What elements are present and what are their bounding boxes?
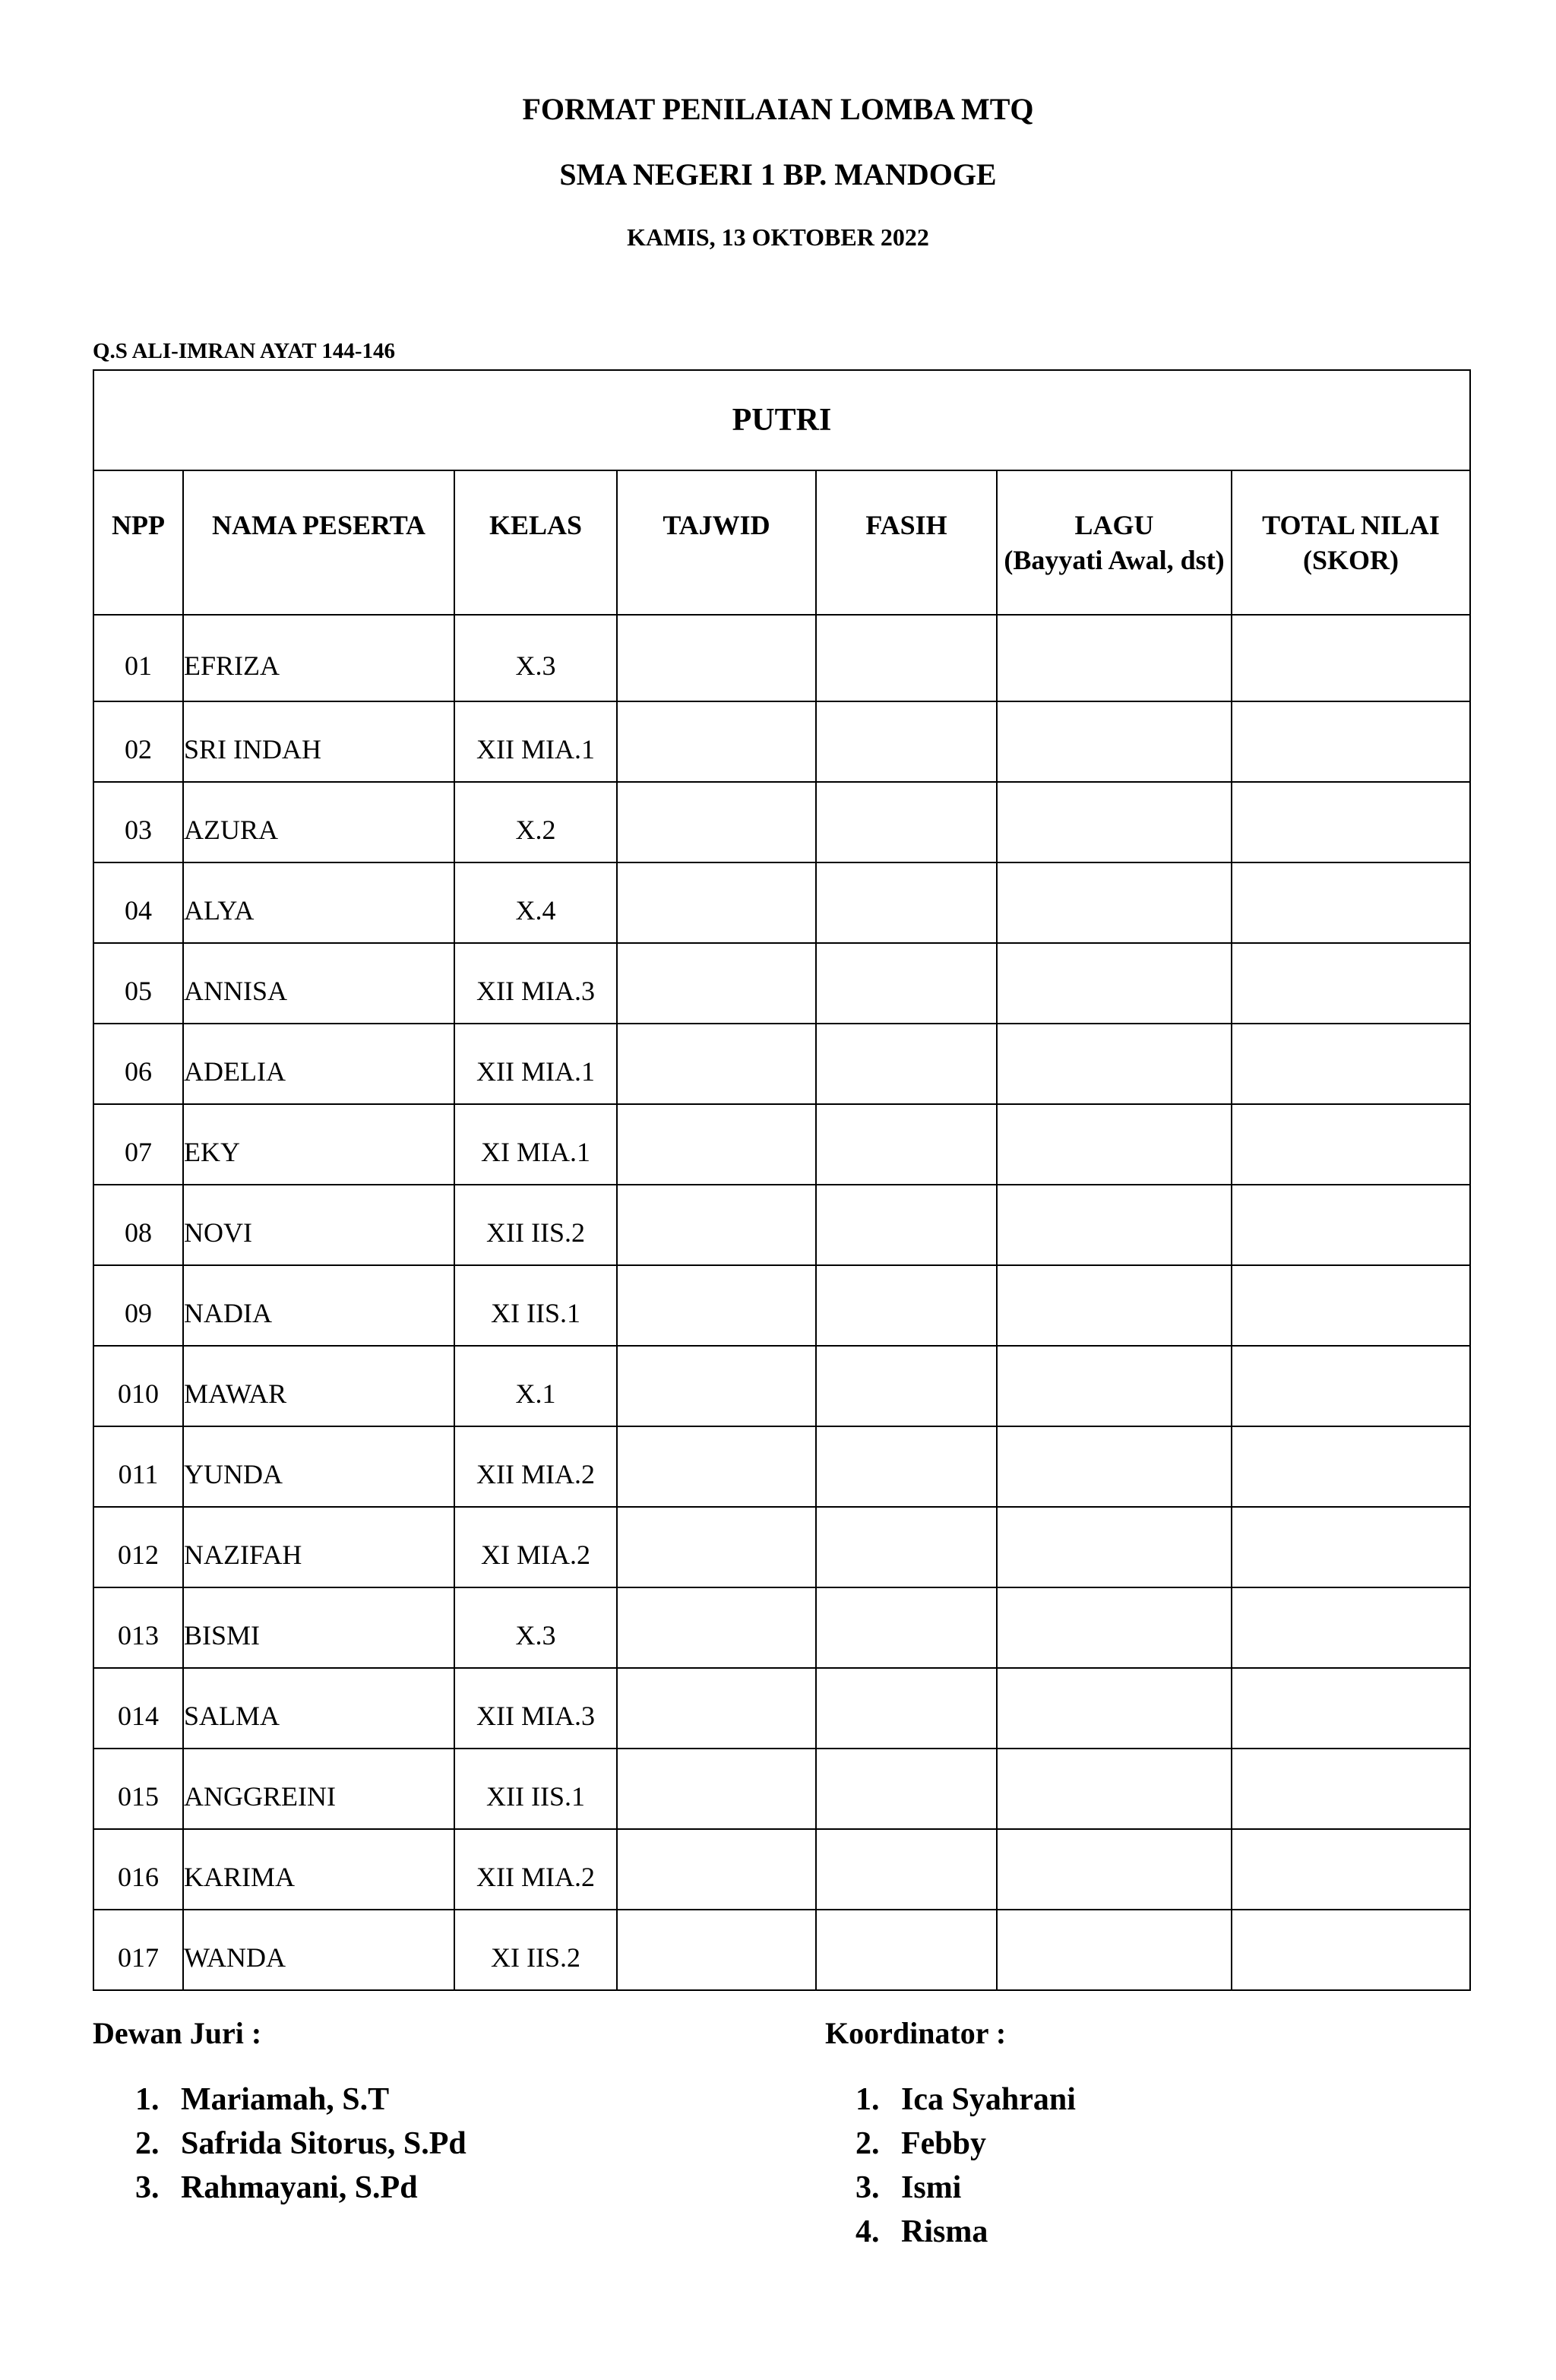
- cell-npp: 013: [93, 1587, 183, 1668]
- table-row: [93, 782, 1470, 862]
- cell-nama: YUNDA: [183, 1426, 454, 1507]
- cell-fasih: [816, 615, 997, 701]
- cell-total: [1232, 862, 1470, 943]
- cell-lagu: [997, 862, 1232, 943]
- cell-npp: 09: [93, 1265, 183, 1346]
- cell-nama: NOVI: [183, 1185, 454, 1265]
- cell-total: [1232, 615, 1470, 701]
- cell-npp: 05: [93, 943, 183, 1024]
- cell-fasih: [816, 1346, 997, 1426]
- table-row: [93, 943, 1470, 1024]
- cell-total: [1232, 1426, 1470, 1507]
- cell-fasih: [816, 862, 997, 943]
- column-header-lagu: [997, 470, 1232, 615]
- cell-fasih: [816, 1829, 997, 1910]
- score-table: [93, 369, 1471, 1991]
- event-date: KAMIS, 13 OKTOBER 2022: [627, 223, 929, 251]
- cell-kelas: XII MIA.2: [454, 1829, 617, 1910]
- cell-lagu: [997, 1507, 1232, 1587]
- cell-kelas: XII IIS.2: [454, 1185, 617, 1265]
- koordinator-member: [855, 2078, 1076, 2122]
- koordinator-heading: Koordinator :: [825, 2016, 1007, 2050]
- cell-fasih: [816, 1104, 997, 1185]
- koordinator-member: [855, 2166, 1076, 2210]
- table-row: [93, 701, 1470, 782]
- table-row: [93, 1426, 1470, 1507]
- cell-total: [1232, 1265, 1470, 1346]
- table-row: [93, 1104, 1470, 1185]
- cell-kelas: XI IIS.2: [454, 1910, 617, 1990]
- cell-npp: 016: [93, 1829, 183, 1910]
- koordinator-member: [855, 2122, 1076, 2166]
- cell-npp: 03: [93, 782, 183, 862]
- cell-npp: 012: [93, 1507, 183, 1587]
- cell-lagu: [997, 615, 1232, 701]
- cell-nama: EFRIZA: [183, 615, 454, 701]
- cell-nama: KARIMA: [183, 1829, 454, 1910]
- cell-kelas: XI MIA.1: [454, 1104, 617, 1185]
- cell-kelas: XII MIA.3: [454, 1668, 617, 1749]
- table-row: [93, 1024, 1470, 1104]
- cell-kelas: XI MIA.2: [454, 1507, 617, 1587]
- member-name: Rahmayani, S.Pd: [181, 2170, 418, 2205]
- cell-nama: ALYA: [183, 862, 454, 943]
- cell-lagu: [997, 1265, 1232, 1346]
- cell-fasih: [816, 1265, 997, 1346]
- cell-total: [1232, 1829, 1470, 1910]
- cell-tajwid: [617, 615, 816, 701]
- group-heading: PUTRI: [93, 370, 1470, 470]
- cell-nama: NAZIFAH: [183, 1507, 454, 1587]
- koordinator-member: [855, 2210, 1076, 2254]
- list-number: 1.: [135, 2082, 160, 2117]
- cell-kelas: XII MIA.1: [454, 1024, 617, 1104]
- cell-npp: 015: [93, 1749, 183, 1829]
- table-row: [93, 1829, 1470, 1910]
- juri-member: [135, 2122, 466, 2166]
- column-header-total: [1232, 470, 1470, 615]
- document-title: FORMAT PENILAIAN LOMBA MTQ: [522, 92, 1034, 126]
- column-header-npp: NPP: [93, 470, 183, 615]
- cell-tajwid: [617, 1346, 816, 1426]
- cell-lagu: [997, 1024, 1232, 1104]
- cell-fasih: [816, 1749, 997, 1829]
- cell-fasih: [816, 1024, 997, 1104]
- cell-kelas: X.1: [454, 1346, 617, 1426]
- cell-lagu: [997, 1587, 1232, 1668]
- cell-fasih: [816, 1668, 997, 1749]
- cell-lagu: [997, 1185, 1232, 1265]
- cell-tajwid: [617, 1104, 816, 1185]
- cell-kelas: XII IIS.1: [454, 1749, 617, 1829]
- cell-kelas: XII MIA.1: [454, 701, 617, 782]
- column-header-fasih: FASIH: [816, 470, 997, 615]
- column-header-tajwid: TAJWID: [617, 470, 816, 615]
- list-number: 4.: [855, 2214, 880, 2249]
- cell-total: [1232, 1910, 1470, 1990]
- koordinator-list: [855, 2078, 1076, 2254]
- lagu-label: LAGU: [1074, 510, 1154, 540]
- surah-label: Q.S ALI-IMRAN AYAT 144-146: [93, 339, 396, 363]
- cell-lagu: [997, 1910, 1232, 1990]
- cell-npp: 017: [93, 1910, 183, 1990]
- cell-total: [1232, 1507, 1470, 1587]
- cell-total: [1232, 1185, 1470, 1265]
- cell-nama: SRI INDAH: [183, 701, 454, 782]
- cell-lagu: [997, 1104, 1232, 1185]
- cell-lagu: [997, 1426, 1232, 1507]
- cell-fasih: [816, 1185, 997, 1265]
- column-header-nama: NAMA PESERTA: [183, 470, 454, 615]
- cell-tajwid: [617, 1829, 816, 1910]
- cell-tajwid: [617, 1265, 816, 1346]
- list-number: 2.: [135, 2126, 160, 2161]
- member-name: Mariamah, S.T: [181, 2082, 390, 2117]
- cell-npp: 02: [93, 701, 183, 782]
- cell-nama: BISMI: [183, 1587, 454, 1668]
- cell-tajwid: [617, 1587, 816, 1668]
- table-row: [93, 1185, 1470, 1265]
- cell-kelas: XII MIA.3: [454, 943, 617, 1024]
- cell-tajwid: [617, 1426, 816, 1507]
- cell-nama: ANNISA: [183, 943, 454, 1024]
- cell-tajwid: [617, 1024, 816, 1104]
- total-label: TOTAL NILAI: [1262, 510, 1440, 540]
- cell-nama: EKY: [183, 1104, 454, 1185]
- cell-total: [1232, 1668, 1470, 1749]
- cell-total: [1232, 943, 1470, 1024]
- juri-list: [135, 2078, 466, 2210]
- table-row: [93, 1910, 1470, 1990]
- cell-lagu: [997, 1749, 1232, 1829]
- cell-total: [1232, 1587, 1470, 1668]
- total-sublabel: (SKOR): [1303, 545, 1399, 575]
- table-row: [93, 862, 1470, 943]
- juri-member: [135, 2078, 466, 2122]
- cell-npp: 011: [93, 1426, 183, 1507]
- cell-kelas: XII MIA.2: [454, 1426, 617, 1507]
- juri-heading: Dewan Juri :: [93, 2016, 262, 2050]
- cell-fasih: [816, 701, 997, 782]
- cell-fasih: [816, 782, 997, 862]
- cell-npp: 04: [93, 862, 183, 943]
- cell-tajwid: [617, 1749, 816, 1829]
- school-name: SMA NEGERI 1 BP. MANDOGE: [559, 157, 997, 191]
- table-row: [93, 1507, 1470, 1587]
- cell-nama: MAWAR: [183, 1346, 454, 1426]
- cell-tajwid: [617, 1910, 816, 1990]
- cell-nama: NADIA: [183, 1265, 454, 1346]
- cell-kelas: X.3: [454, 615, 617, 701]
- cell-npp: 014: [93, 1668, 183, 1749]
- cell-npp: 07: [93, 1104, 183, 1185]
- cell-total: [1232, 782, 1470, 862]
- cell-lagu: [997, 943, 1232, 1024]
- table-row: [93, 615, 1470, 701]
- cell-tajwid: [617, 862, 816, 943]
- table-row: [93, 1265, 1470, 1346]
- member-name: Risma: [901, 2214, 988, 2249]
- table-row: [93, 1587, 1470, 1668]
- cell-total: [1232, 1346, 1470, 1426]
- cell-total: [1232, 1749, 1470, 1829]
- cell-tajwid: [617, 1668, 816, 1749]
- cell-total: [1232, 1104, 1470, 1185]
- column-header-kelas: KELAS: [454, 470, 617, 615]
- member-name: Ica Syahrani: [901, 2082, 1076, 2117]
- list-number: 1.: [855, 2082, 880, 2117]
- cell-tajwid: [617, 782, 816, 862]
- cell-npp: 08: [93, 1185, 183, 1265]
- cell-npp: 01: [93, 615, 183, 701]
- cell-tajwid: [617, 701, 816, 782]
- table-row: [93, 1668, 1470, 1749]
- participant-rows: [93, 615, 1470, 1990]
- cell-kelas: X.3: [454, 1587, 617, 1668]
- table-row: [93, 1749, 1470, 1829]
- cell-kelas: XI IIS.1: [454, 1265, 617, 1346]
- cell-lagu: [997, 1346, 1232, 1426]
- member-name: Febby: [901, 2126, 987, 2161]
- cell-nama: ADELIA: [183, 1024, 454, 1104]
- member-name: Safrida Sitorus, S.Pd: [181, 2126, 466, 2161]
- cell-total: [1232, 1024, 1470, 1104]
- cell-tajwid: [617, 943, 816, 1024]
- cell-fasih: [816, 1426, 997, 1507]
- cell-fasih: [816, 1910, 997, 1990]
- list-number: 3.: [855, 2170, 880, 2205]
- cell-fasih: [816, 1507, 997, 1587]
- cell-fasih: [816, 1587, 997, 1668]
- cell-lagu: [997, 701, 1232, 782]
- lagu-sublabel: (Bayyati Awal, dst): [1004, 545, 1225, 575]
- cell-npp: 06: [93, 1024, 183, 1104]
- cell-lagu: [997, 1668, 1232, 1749]
- cell-tajwid: [617, 1507, 816, 1587]
- cell-fasih: [816, 943, 997, 1024]
- juri-member: [135, 2166, 466, 2210]
- cell-lagu: [997, 782, 1232, 862]
- table-row: [93, 1346, 1470, 1426]
- cell-nama: SALMA: [183, 1668, 454, 1749]
- cell-nama: WANDA: [183, 1910, 454, 1990]
- list-number: 2.: [855, 2126, 880, 2161]
- cell-kelas: X.2: [454, 782, 617, 862]
- cell-kelas: X.4: [454, 862, 617, 943]
- cell-nama: ANGGREINI: [183, 1749, 454, 1829]
- cell-total: [1232, 701, 1470, 782]
- list-number: 3.: [135, 2170, 160, 2205]
- cell-tajwid: [617, 1185, 816, 1265]
- cell-npp: 010: [93, 1346, 183, 1426]
- member-name: Ismi: [901, 2170, 962, 2205]
- cell-lagu: [997, 1829, 1232, 1910]
- cell-nama: AZURA: [183, 782, 454, 862]
